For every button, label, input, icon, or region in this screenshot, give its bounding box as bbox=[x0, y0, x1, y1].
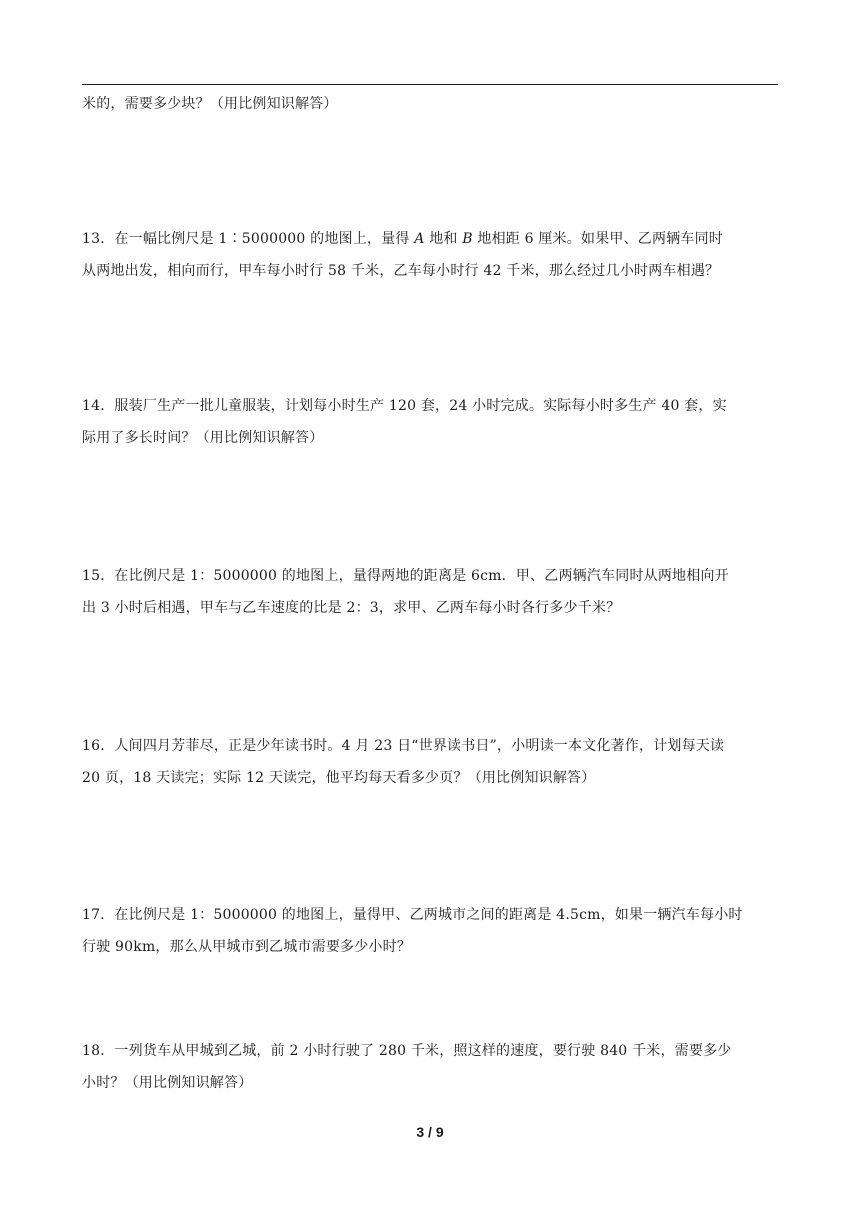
question-text-line: 小时？（用比例知识解答） bbox=[82, 1075, 253, 1091]
question-text-line: 米的，需要多少块？（用比例知识解答） bbox=[82, 96, 338, 112]
question-12-continuation bbox=[82, 88, 782, 120]
question-16 bbox=[82, 730, 782, 794]
page-number: 3 / 9 bbox=[416, 1124, 444, 1140]
header-rule bbox=[82, 84, 778, 85]
point-a-label: A bbox=[414, 231, 425, 247]
question-text-segment: 13．在一幅比例尺是 1∶5000000 的地图上，量得 bbox=[82, 231, 415, 247]
question-13 bbox=[82, 223, 782, 287]
question-18 bbox=[82, 1035, 782, 1099]
question-text-line: 从两地出发，相向而行，甲车每小时行 58 千米，乙车每小时行 42 千米，那么经过几小时两车相遇？ bbox=[82, 263, 720, 279]
question-text-line bbox=[82, 223, 782, 255]
question-text-line: 17．在比例尺是 1：5000000 的地图上，量得甲、乙两城市之间的距离是 4.5cm，如果一辆汽车每小时 bbox=[82, 907, 743, 923]
question-text-line: 16．人间四月芳菲尽，正是少年读书时。4 月 23 日“世界读书日”，小明读一本文化著作，计划每天读 bbox=[82, 738, 725, 754]
question-text-line: 出 3 小时后相遇，甲车与乙车速度的比是 2：3，求甲、乙两车每小时各行多少千米？ bbox=[82, 600, 621, 616]
question-text-line: 15．在比例尺是 1：5000000 的地图上，量得两地的距离是 6cm．甲、乙两辆汽车同时从两地相向开 bbox=[82, 568, 729, 584]
question-text-line: 20 页，18 天读完；实际 12 天读完，他平均每天看多少页？（用比例知识解答） bbox=[82, 770, 596, 786]
point-b-label: B bbox=[462, 231, 473, 247]
question-text-segment: 地相距 6 厘米。如果甲、乙两辆车同时 bbox=[472, 231, 724, 247]
question-text-line: 行驶 90km，那么从甲城市到乙城市需要多少小时？ bbox=[82, 939, 412, 955]
question-text-line: 14．服装厂生产一批儿童服装，计划每小时生产 120 套，24 小时完成。实际每小时多生产 40 套，实 bbox=[82, 398, 727, 414]
question-text-segment: 地和 bbox=[424, 231, 463, 247]
question-text-line: 18．一列货车从甲城到乙城，前 2 小时行驶了 280 千米，照这样的速度，要行驶 840 千米，需要多少 bbox=[82, 1043, 732, 1059]
question-17 bbox=[82, 899, 782, 963]
question-14 bbox=[82, 390, 782, 454]
question-text-line: 际用了多长时间？（用比例知识解答） bbox=[82, 430, 324, 446]
question-15 bbox=[82, 560, 782, 624]
